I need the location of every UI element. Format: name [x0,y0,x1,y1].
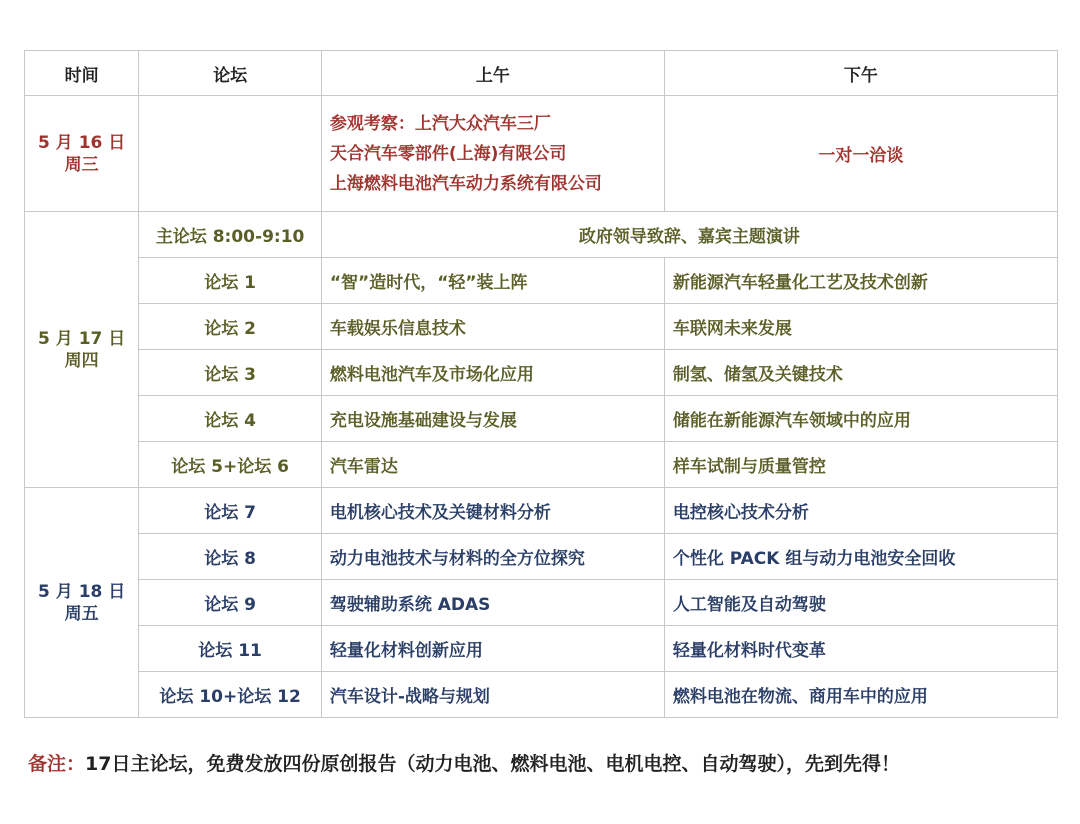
day16-row [25,96,1058,212]
forum-am: 驾驶辅助系统 ADAS [321,580,664,626]
forum-pm: 燃料电池在物流、商用车中的应用 [664,672,1057,718]
forum-am: 电机核心技术及关键材料分析 [321,488,664,534]
forum-am: 汽车雷达 [321,442,664,488]
table-row [25,350,1058,396]
forum-label: 论坛 3 [139,350,322,396]
forum-label: 论坛 11 [139,626,322,672]
day16-forum-cell [139,96,322,212]
forum-am: “智”造时代，“轻”装上阵 [321,258,664,304]
forum-pm: 轻量化材料时代变革 [664,626,1057,672]
table-row [25,258,1058,304]
forum-pm: 储能在新能源汽车领域中的应用 [664,396,1057,442]
footnote [28,749,900,776]
day18-date: 5 月 18 日 [38,581,126,602]
forum-am: 充电设施基础建设与发展 [321,396,664,442]
forum-label: 论坛 10+论坛 12 [139,672,322,718]
forum-am: 燃料电池汽车及市场化应用 [321,350,664,396]
forum-label: 论坛 7 [139,488,322,534]
day17-date-cell [25,212,139,488]
header-am: 上午 [321,51,664,96]
day18-date-cell [25,488,139,718]
day18-weekday: 周五 [64,603,99,624]
forum-pm: 新能源汽车轻量化工艺及技术创新 [664,258,1057,304]
table-row [25,396,1058,442]
table-row [25,672,1058,718]
visit-line-1: 参观考察：上汽大众汽车三厂 [329,113,551,134]
table-row [25,534,1058,580]
header-row [25,51,1058,96]
forum-am: 轻量化材料创新应用 [321,626,664,672]
forum-pm: 人工智能及自动驾驶 [664,580,1057,626]
day17-main-row [25,212,1058,258]
day16-am-cell [321,96,664,212]
visit-line-2: 天合汽车零部件(上海)有限公司 [329,143,567,164]
forum-pm: 制氢、储氢及关键技术 [664,350,1057,396]
header-pm: 下午 [664,51,1057,96]
table-row [25,580,1058,626]
forum-pm: 电控核心技术分析 [664,488,1057,534]
footnote-label: 备注： [28,753,86,775]
day17-weekday: 周四 [64,350,99,371]
table-row [25,488,1058,534]
footnote-text: 17日主论坛，免费发放四份原创报告（动力电池、燃料电池、电机电控、自动驾驶），先到先得！ [85,753,900,775]
day16-weekday: 周三 [64,154,99,175]
day16-date-cell [25,96,139,212]
main-forum-content: 政府领导致辞、嘉宾主题演讲 [321,212,1057,258]
forum-label: 论坛 1 [139,258,322,304]
day17-date: 5 月 17 日 [38,328,126,349]
forum-pm: 车联网未来发展 [664,304,1057,350]
forum-label: 论坛 8 [139,534,322,580]
forum-pm: 样车试制与质量管控 [664,442,1057,488]
forum-label: 论坛 9 [139,580,322,626]
header-forum: 论坛 [139,51,322,96]
forum-label: 论坛 5+论坛 6 [139,442,322,488]
forum-pm: 个性化 PACK 组与动力电池安全回收 [664,534,1057,580]
forum-am: 汽车设计-战略与规划 [321,672,664,718]
day16-date: 5 月 16 日 [38,132,126,153]
header-time: 时间 [25,51,139,96]
forum-am: 车载娱乐信息技术 [321,304,664,350]
main-forum-label: 主论坛 8:00-9:10 [139,212,322,258]
table-row [25,304,1058,350]
forum-am: 动力电池技术与材料的全方位探究 [321,534,664,580]
schedule-table [24,50,1058,718]
forum-label: 论坛 2 [139,304,322,350]
day16-pm-cell: 一对一洽谈 [664,96,1057,212]
visit-line-3: 上海燃料电池汽车动力系统有限公司 [329,173,602,194]
forum-label: 论坛 4 [139,396,322,442]
table-row [25,626,1058,672]
table-row [25,442,1058,488]
